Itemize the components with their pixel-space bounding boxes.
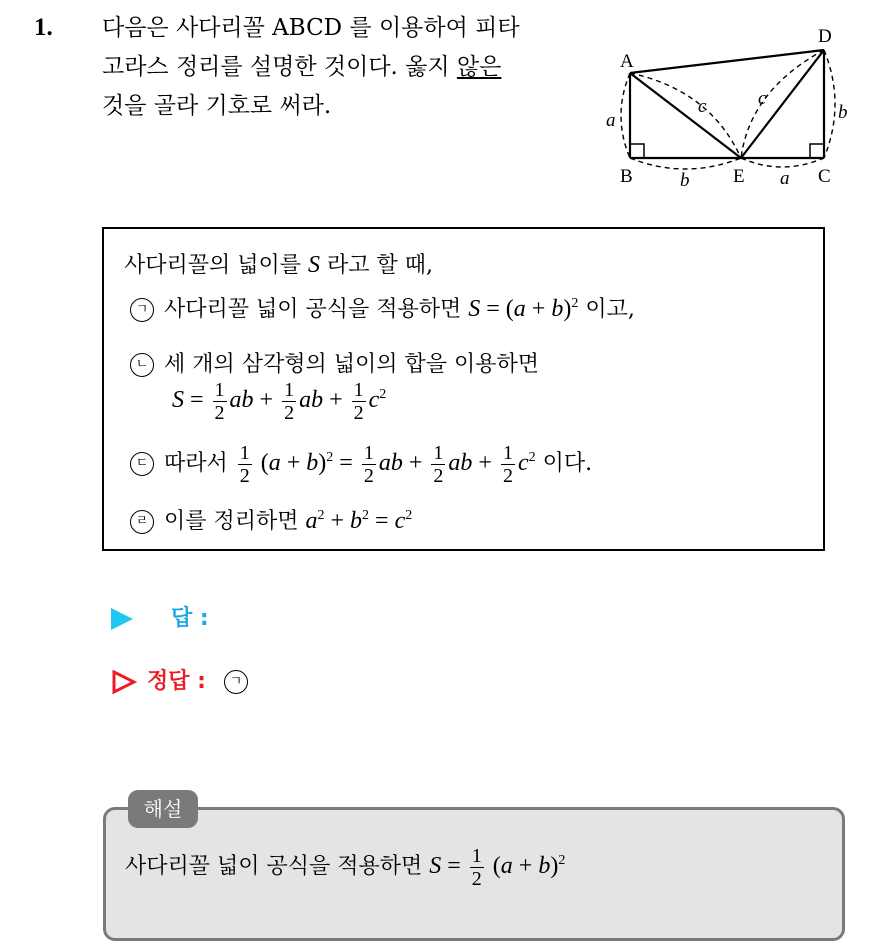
fraction: [470, 845, 484, 890]
label-c-left: c: [698, 96, 707, 117]
explanation-tab: 해설: [128, 790, 198, 828]
explanation-text: [125, 845, 565, 890]
figure-solid-edges: [630, 50, 824, 158]
label-C: C: [818, 166, 831, 187]
item-4-text-a: 이를 정리하면: [164, 509, 306, 534]
fraction-numerator: 1: [284, 379, 295, 401]
question-line-1: 다음은 사다리꼴 ABCD 를 이용하여 피타: [102, 15, 520, 41]
label-E: E: [733, 166, 745, 187]
marker-4: ㄹ: [130, 510, 154, 534]
correct-answer-label: 정답 :: [147, 669, 206, 694]
fraction-numerator: 1: [363, 442, 374, 464]
fraction-numerator: 1: [353, 379, 364, 401]
box-intro: [124, 251, 433, 280]
fraction: [362, 442, 376, 487]
label-A: A: [620, 51, 634, 72]
fraction-numerator: 1: [239, 442, 250, 464]
correct-answer-row: [111, 664, 258, 695]
fraction: [431, 442, 445, 487]
question-line-2: [102, 53, 501, 81]
statement-item-2: [130, 351, 539, 379]
fraction: [501, 442, 515, 487]
item-3-text-a: 따라서: [164, 451, 235, 477]
play-arrow-icon: [111, 608, 133, 630]
item-1-formula: $S = (a + b)^2$: [468, 296, 579, 322]
item-1-text-b: 이고,: [578, 297, 635, 322]
statement-item-4: [130, 507, 412, 536]
answer-label: 답 :: [171, 606, 209, 631]
question-line-3: 것을 골라 기호로 써라.: [102, 93, 332, 119]
outline-arrow-icon: [111, 670, 137, 694]
answer-row: [111, 601, 209, 632]
item-1-text-a: 사다리꼴 넓이 공식을 적용하면: [164, 297, 469, 322]
fraction-numerator: 1: [471, 845, 482, 867]
box-intro-text-a: 사다리꼴의 넓이를: [124, 253, 309, 278]
label-b-bottom: b: [680, 170, 690, 190]
label-a-bottom: a: [780, 168, 790, 189]
fraction-denominator: 2: [471, 868, 482, 890]
item-2-text-a: 세 개의 삼각형의 넓이의 합을 이용하면: [164, 352, 539, 377]
marker-1: ㄱ: [130, 298, 154, 322]
label-b-right: b: [838, 102, 848, 123]
statement-box: [102, 227, 825, 551]
box-intro-text-b: 라고 할 때,: [320, 253, 433, 278]
fraction-denominator: 2: [502, 465, 513, 487]
label-a-left: a: [606, 110, 616, 131]
explanation-formula: S = $\frac{1}{2}$ $(a + b)^2$: [429, 845, 566, 890]
statement-item-3: [130, 442, 592, 487]
question-number: 1.: [34, 14, 53, 41]
trapezoid-figure: [600, 20, 870, 190]
fraction-numerator: 1: [502, 442, 513, 464]
fraction: [213, 379, 227, 424]
fraction-denominator: 2: [363, 465, 374, 487]
label-B: B: [620, 166, 633, 187]
figure-dashed-arcs: [621, 50, 835, 169]
item-2-formula: S = $\frac{1}{2}$ ab + $\frac{1}{2}$ ab + $\frac{1}{2}$ $c^2$: [172, 379, 387, 424]
question-line-2-text: 고라스 정리를 설명한 것이다. 옳지: [102, 54, 457, 80]
item-3-formula: $\frac{1}{2}$ $(a + b)^2$ = $\frac{1}{2}$ ab + $\frac{1}{2}$ ab + $\frac{1}{2}$ $c^2$: [239, 442, 536, 487]
statement-item-1: [130, 295, 635, 324]
fraction: [352, 379, 366, 424]
marker-3: ㄷ: [130, 452, 154, 476]
fraction-denominator: 2: [433, 465, 444, 487]
label-D: D: [818, 26, 832, 47]
question-underlined-word: 않은: [456, 54, 502, 80]
explanation-text-a: 사다리꼴 넓이 공식을 적용하면: [125, 854, 430, 880]
fraction-numerator: 1: [214, 379, 225, 401]
marker-2: ㄴ: [130, 353, 154, 377]
fraction-denominator: 2: [214, 402, 225, 424]
fraction-numerator: 1: [433, 442, 444, 464]
fraction-denominator: 2: [284, 402, 295, 424]
area-symbol: S: [308, 252, 321, 278]
fraction-denominator: 2: [353, 402, 364, 424]
item-3-text-b: 이다.: [535, 451, 593, 477]
item-4-formula: $a^2 + b^2 = c^2$: [305, 508, 413, 534]
correct-answer-value: ㄱ: [224, 670, 248, 694]
label-c-right: c: [758, 88, 767, 109]
fraction: [238, 442, 252, 487]
fraction: [282, 379, 296, 424]
fraction-denominator: 2: [239, 465, 250, 487]
